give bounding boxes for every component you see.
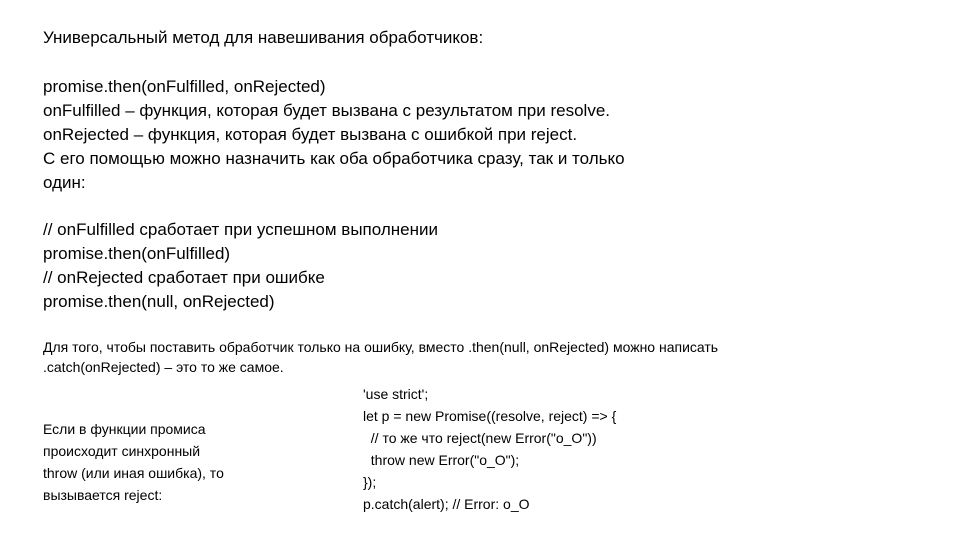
side-note-line: Если в функции промиса xyxy=(43,421,206,437)
intro-line: С его помощью можно назначить как оба обработчика сразу, так и только xyxy=(43,149,625,168)
side-note-line: вызывается reject: xyxy=(43,487,163,503)
example-line: promise.then(null, onRejected) xyxy=(43,292,275,311)
catch-note-line: .catch(onRejected) – это то же самое. xyxy=(43,359,284,375)
intro-line: onFulfilled – функция, которая будет вызвана с результатом при resolve. xyxy=(43,101,610,120)
side-note-line: происходит синхронный xyxy=(43,443,201,459)
code-line: p.catch(alert); // Error: o_O xyxy=(363,496,530,512)
side-note-line: throw (или иная ошибка), то xyxy=(43,465,224,481)
example-line: promise.then(onFulfilled) xyxy=(43,244,231,263)
code-line: let p = new Promise((resolve, reject) => { xyxy=(363,408,617,424)
code-line: throw new Error("o_O"); xyxy=(363,452,520,468)
code-line: 'use strict'; xyxy=(363,386,429,402)
catch-note xyxy=(43,337,718,377)
code-line: }); xyxy=(363,474,377,490)
intro-line: promise.then(onFulfilled, onRejected) xyxy=(43,77,326,96)
intro-line: onRejected – функция, которая будет вызвана с ошибкой при reject. xyxy=(43,125,578,144)
example-line: // onFulfilled сработает при успешном выполнении xyxy=(43,220,438,239)
example-line: // onRejected сработает при ошибке xyxy=(43,268,325,287)
catch-note-line: Для того, чтобы поставить обработчик только на ошибку, вместо .then(null, onRejected) можно написать xyxy=(43,339,719,355)
code-sample xyxy=(363,383,616,515)
examples-block xyxy=(43,218,438,314)
code-line: // то же что reject(new Error("o_O")) xyxy=(363,430,597,446)
heading-text: Универсальный метод для навешивания обработчиков: xyxy=(43,28,484,47)
intro-line: один: xyxy=(43,173,86,192)
side-note xyxy=(43,418,224,506)
intro-paragraph xyxy=(43,75,625,195)
slide-heading xyxy=(43,27,483,49)
